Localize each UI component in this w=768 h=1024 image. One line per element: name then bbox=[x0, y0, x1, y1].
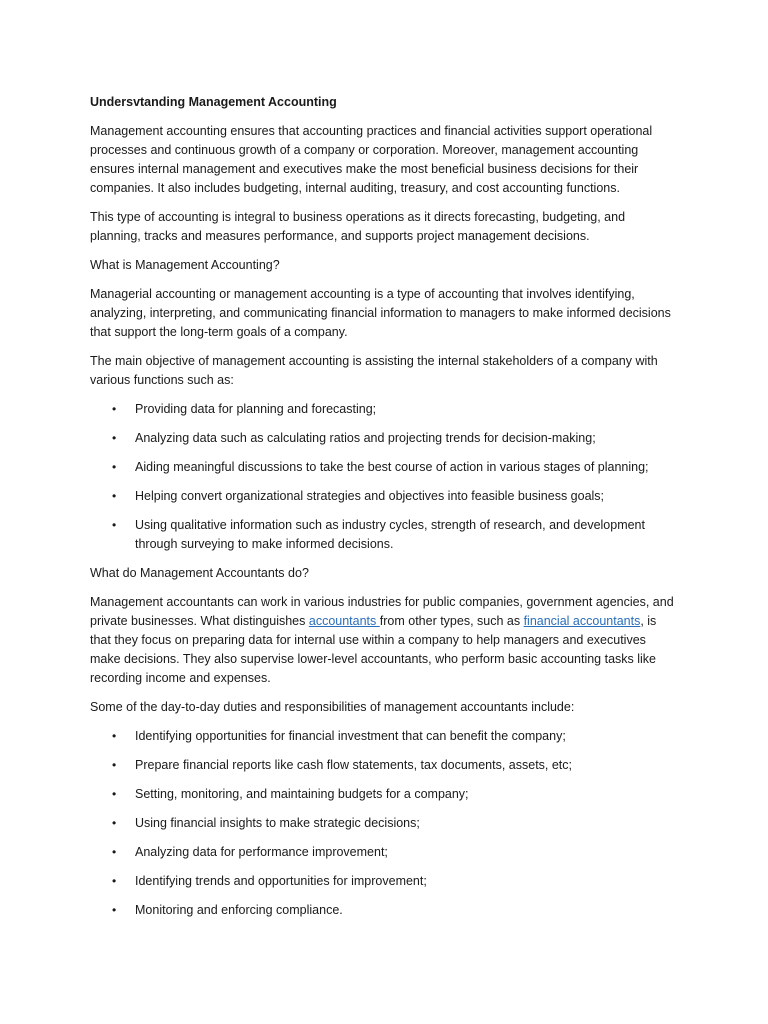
list-item bbox=[90, 400, 678, 419]
intro-paragraph-2: This type of accounting is integral to business operations as it directs forecasting, budgeting, and planning, tracks and measures performance, and supports project management decisions. bbox=[90, 210, 626, 243]
list-item-text: Helping convert organizational strategies and objectives into feasible business goals; bbox=[135, 489, 605, 503]
list-item bbox=[90, 487, 678, 506]
list-item bbox=[90, 727, 678, 746]
bullet-icon: • bbox=[112, 787, 117, 801]
list-item-text: Providing data for planning and forecasting; bbox=[135, 402, 377, 416]
list-item-text: Aiding meaningful discussions to take the best course of action in various stages of planning; bbox=[135, 460, 649, 474]
bullet-icon: • bbox=[112, 816, 117, 830]
heading-what-is: What is Management Accounting? bbox=[90, 258, 280, 272]
what-do-paragraph-2: Some of the day-to-day duties and responsibilities of management accountants include: bbox=[90, 700, 575, 714]
intro-paragraph-1: Management accounting ensures that accounting practices and financial activities support operational processes and continuous growth of a company or corporation. Moreover, management accounting ensures internal management and executives make the most beneficial business decisions for their companies. It also includes budgeting, internal auditing, treasury, and cost accounting functions. bbox=[90, 124, 653, 195]
text-segment: Management accountants can work in various industries for public companies, government agencies, and private businesses. What distinguishes bbox=[90, 595, 674, 628]
list-item bbox=[90, 756, 678, 775]
bullet-icon: • bbox=[112, 758, 117, 772]
bullet-icon: • bbox=[112, 874, 117, 888]
list-item-text: Using financial insights to make strategic decisions; bbox=[135, 816, 420, 830]
list-item-text: Prepare financial reports like cash flow statements, tax documents, assets, etc; bbox=[135, 758, 573, 772]
heading-what-do: What do Management Accountants do? bbox=[90, 566, 309, 580]
bullet-icon: • bbox=[112, 489, 117, 503]
what-is-paragraph-2: The main objective of management accounting is assisting the internal stakeholders of a company with various functions such as: bbox=[90, 354, 658, 387]
bullet-icon: • bbox=[112, 431, 117, 445]
list-item bbox=[90, 901, 678, 920]
bullet-icon: • bbox=[112, 729, 117, 743]
document-title: Undersvtanding Management Accounting bbox=[90, 95, 337, 109]
list-item bbox=[90, 814, 678, 833]
financial-accountants-link[interactable]: financial accountants bbox=[523, 614, 641, 628]
list-item-text: Analyzing data such as calculating ratios and projecting trends for decision-making; bbox=[135, 431, 596, 445]
list-item bbox=[90, 429, 678, 448]
what-is-paragraph-1: Managerial accounting or management accounting is a type of accounting that involves identifying, analyzing, interpreting, and communicating financial information to managers to make informed decisions that support the long-term goals of a company. bbox=[90, 287, 671, 339]
list-item bbox=[90, 785, 678, 804]
text-segment: , is that they focus on preparing data for internal use within a company to help managers and executives make decisions. They also supervise lower-level accountants, who perform basic accounting tasks like recording income and expenses. bbox=[90, 614, 657, 685]
list-item bbox=[90, 843, 678, 862]
list-item-text: Analyzing data for performance improvement; bbox=[135, 845, 388, 859]
bullet-icon: • bbox=[112, 402, 117, 416]
list-item bbox=[90, 458, 678, 477]
list-item-text: Monitoring and enforcing compliance. bbox=[135, 903, 343, 917]
list-item bbox=[90, 872, 678, 891]
what-do-paragraph-1 bbox=[90, 593, 678, 688]
bullet-icon: • bbox=[112, 460, 117, 474]
list-item-text: Using qualitative information such as industry cycles, strength of research, and development through surveying to make informed decisions. bbox=[135, 518, 645, 551]
accountants-link[interactable]: accountants bbox=[308, 614, 380, 628]
list-item-text: Identifying opportunities for financial investment that can benefit the company; bbox=[135, 729, 566, 743]
list-item-text: Identifying trends and opportunities for improvement; bbox=[135, 874, 427, 888]
bullet-icon: • bbox=[112, 903, 117, 917]
bullet-icon: • bbox=[112, 518, 117, 532]
list-item-text: Setting, monitoring, and maintaining budgets for a company; bbox=[135, 787, 469, 801]
list-item bbox=[90, 516, 678, 554]
text-segment: from other types, such as bbox=[379, 614, 524, 628]
bullet-icon: • bbox=[112, 845, 117, 859]
functions-list bbox=[90, 400, 678, 554]
duties-list bbox=[90, 727, 678, 920]
